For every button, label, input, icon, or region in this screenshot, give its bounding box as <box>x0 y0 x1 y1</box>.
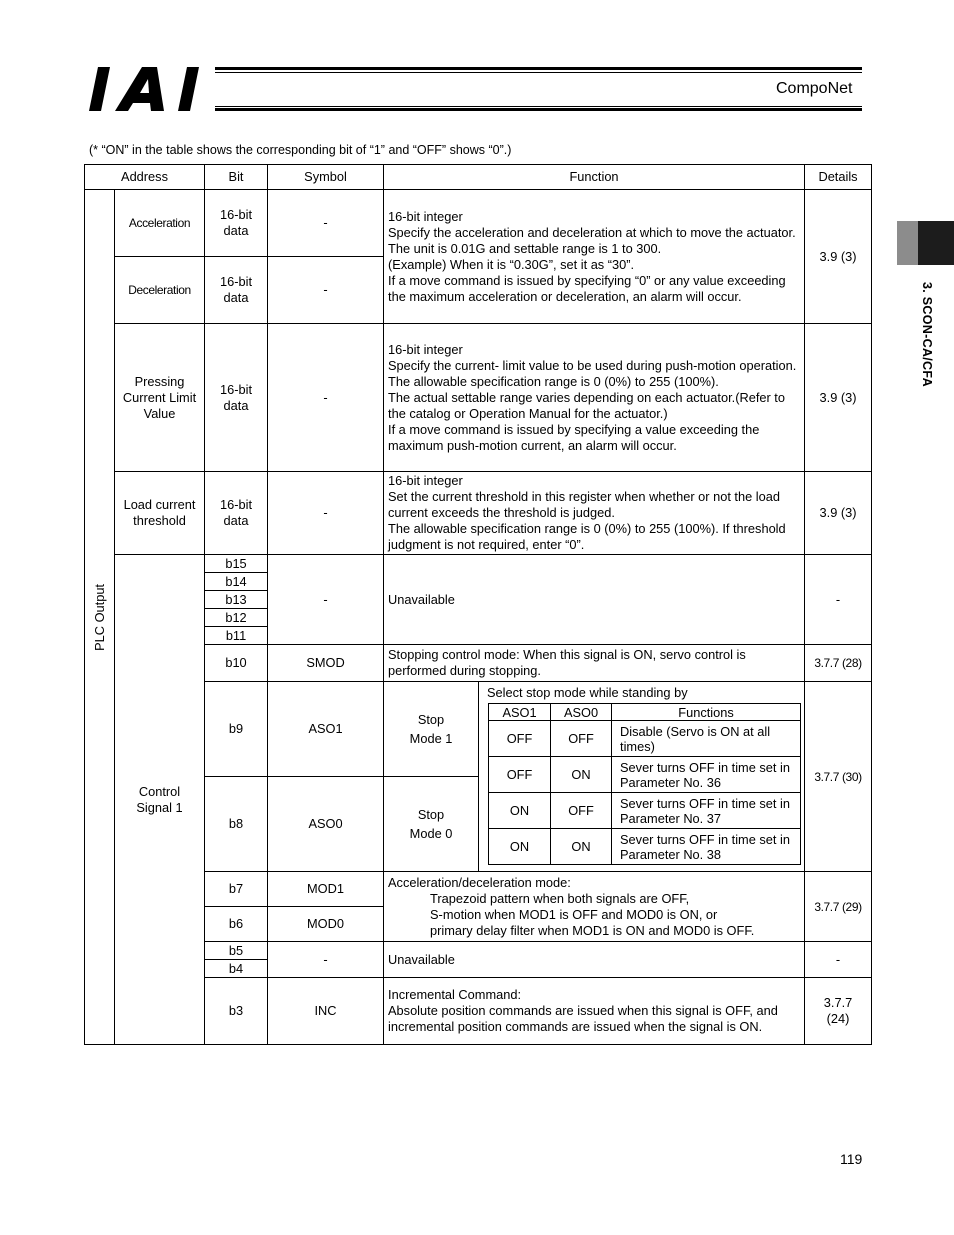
plc-output-cell <box>85 190 115 1045</box>
chapter-title: 3. SCON-CA/CFA <box>920 282 934 387</box>
stop-function: Sever turns OFF in time set in Parameter No. 38 <box>612 829 801 865</box>
mod-line: primary delay filter when MOD1 is ON and MOD0 is OFF. <box>430 922 755 938</box>
bit-load-current: 16-bit data <box>205 472 268 555</box>
symbol-mod1: MOD1 <box>268 872 384 907</box>
function-mod <box>384 872 805 942</box>
header-rule <box>215 72 862 73</box>
mod-line: Trapezoid pattern when both signals are OFF, <box>430 890 690 906</box>
function-line: 16-bit integer <box>388 208 463 224</box>
table-note: (* “ON” in the table shows the corresponding bit of “1” and “OFF” shows “0”.) <box>89 143 512 157</box>
function-line: The allowable specification range is 0 (0%) to 255 (100%). If threshold judgment is not required, enter “0”. <box>388 521 786 552</box>
stop-mode-table <box>488 703 801 865</box>
section-title: CompoNet <box>776 80 853 97</box>
bit-b6: b6 <box>205 907 268 942</box>
symbol-b15-b11: - <box>268 555 384 645</box>
stop-aso1: ON <box>489 793 551 829</box>
address-deceleration: Deceleration <box>115 257 205 324</box>
function-b15-b11: Unavailable <box>384 555 805 645</box>
bit-b12: b12 <box>205 609 268 627</box>
function-line: If a move command is issued by specifying “0” or any value exceeding the maximum acceleration or deceleration, an alarm will occur. <box>388 272 786 304</box>
function-line: Absolute position commands are issued when this signal is OFF, and incremental position commands are issued when the signal is ON. <box>388 1003 778 1034</box>
stop-mode-1-label: Stop Mode 1 <box>409 712 453 746</box>
function-line: Incremental Command: <box>388 987 522 1002</box>
plc-output-label: PLC Output <box>91 583 107 651</box>
details-load-current: 3.9 (3) <box>805 472 872 555</box>
bit-b5: b5 <box>205 942 268 960</box>
stop-mode-title: Select stop mode while standing by <box>487 685 688 700</box>
symbol-mod0: MOD0 <box>268 907 384 942</box>
page-number: 119 <box>840 1151 863 1167</box>
symbol-load-current: - <box>268 472 384 555</box>
bit-b13: b13 <box>205 591 268 609</box>
stop-mode-0-label: Stop Mode 0 <box>409 807 453 841</box>
bit-b10: b10 <box>205 645 268 682</box>
function-stop-mode-1 <box>384 682 479 777</box>
stop-aso1: ON <box>489 829 551 865</box>
stop-header-aso0: ASO0 <box>551 704 612 721</box>
details-b15-b11: - <box>805 555 872 645</box>
header-details: Details <box>805 165 872 190</box>
symbol-inc: INC <box>268 978 384 1045</box>
bit-b15: b15 <box>205 555 268 573</box>
function-line: 16-bit integer <box>388 341 463 357</box>
mod-title: Acceleration/deceleration mode: <box>388 874 571 890</box>
stop-function: Disable (Servo is ON at all times) <box>612 721 801 757</box>
details-inc: 3.7.7 (24) <box>805 978 872 1045</box>
symbol-pressing-current: - <box>268 324 384 472</box>
bit-b9: b9 <box>205 682 268 777</box>
stop-aso0: OFF <box>551 721 612 757</box>
stop-mode-selection <box>479 682 805 872</box>
function-b5-b4: Unavailable <box>384 942 805 978</box>
iai-logo <box>88 67 208 111</box>
details-b5-b4: - <box>805 942 872 978</box>
address-load-current: Load current threshold <box>115 472 205 555</box>
bit-acceleration: 16-bit data <box>205 190 268 257</box>
bit-deceleration: 16-bit data <box>205 257 268 324</box>
stop-function: Sever turns OFF in time set in Parameter No. 36 <box>612 757 801 793</box>
address-control-signal: Control Signal 1 <box>115 555 205 1045</box>
function-pressing-current <box>384 324 805 472</box>
header-bit: Bit <box>205 165 268 190</box>
function-load-current <box>384 472 805 555</box>
address-acceleration: Acceleration <box>115 190 205 257</box>
header-rule <box>215 108 862 111</box>
function-line: Specify the acceleration and deceleration at which to move the actuator. <box>388 224 796 240</box>
chapter-tab <box>897 221 954 265</box>
stop-aso1: OFF <box>489 721 551 757</box>
function-smod: Stopping control mode: When this signal is ON, servo control is performed during stopping. <box>384 645 805 682</box>
symbol-b5-b4: - <box>268 942 384 978</box>
stop-aso0: OFF <box>551 793 612 829</box>
bit-b4: b4 <box>205 960 268 978</box>
details-pressing-current: 3.9 (3) <box>805 324 872 472</box>
stop-header-aso1: ASO1 <box>489 704 551 721</box>
details-accel-decel: 3.9 (3) <box>805 190 872 324</box>
function-stop-mode-0 <box>384 777 479 872</box>
bit-pressing-current: 16-bit data <box>205 324 268 472</box>
function-line: Specify the current- limit value to be used during push-motion operation. The allowable specification range is 0 (0%) to 255 (100%). <box>388 357 797 389</box>
bit-b11: b11 <box>205 627 268 645</box>
function-accel-decel <box>384 190 805 324</box>
stop-aso0: ON <box>551 757 612 793</box>
function-line: Set the current threshold in this register when whether or not the load current exceeds the threshold is judged. <box>388 489 780 520</box>
header-address: Address <box>85 165 205 190</box>
function-line: (Example) When it is “0.30G”, set it as “30”. <box>388 256 635 272</box>
header-rule <box>215 106 862 107</box>
details-mod: 3.7.7 (29) <box>805 872 872 942</box>
symbol-smod: SMOD <box>268 645 384 682</box>
function-line: The actual settable range varies depending on each actuator.(Refer to the catalog or Operation Manual for the actuator.) <box>388 389 785 421</box>
signal-table <box>84 164 872 1045</box>
function-inc <box>384 978 805 1045</box>
header-rule <box>215 67 862 70</box>
symbol-aso1: ASO1 <box>268 682 384 777</box>
mod-line: S-motion when MOD1 is OFF and MOD0 is ON, or <box>430 906 718 922</box>
stop-aso1: OFF <box>489 757 551 793</box>
function-line: The unit is 0.01G and settable range is 1 to 300. <box>388 240 662 256</box>
header-symbol: Symbol <box>268 165 384 190</box>
symbol-acceleration: - <box>268 190 384 257</box>
symbol-aso0: ASO0 <box>268 777 384 872</box>
function-line: If a move command is issued by specifying a value exceeding the maximum push-motion current, an alarm will occur. <box>388 421 760 453</box>
header-function: Function <box>384 165 805 190</box>
symbol-deceleration: - <box>268 257 384 324</box>
bit-b3: b3 <box>205 978 268 1045</box>
stop-aso0: ON <box>551 829 612 865</box>
address-pressing-current: Pressing Current Limit Value <box>115 324 205 472</box>
function-line: 16-bit integer <box>388 473 463 488</box>
bit-b14: b14 <box>205 573 268 591</box>
details-smod: 3.7.7 (28) <box>805 645 872 682</box>
details-stop-mode: 3.7.7 (30) <box>805 682 872 872</box>
stop-header-functions: Functions <box>612 704 801 721</box>
bit-b7: b7 <box>205 872 268 907</box>
bit-b8: b8 <box>205 777 268 872</box>
stop-function: Sever turns OFF in time set in Parameter No. 37 <box>612 793 801 829</box>
